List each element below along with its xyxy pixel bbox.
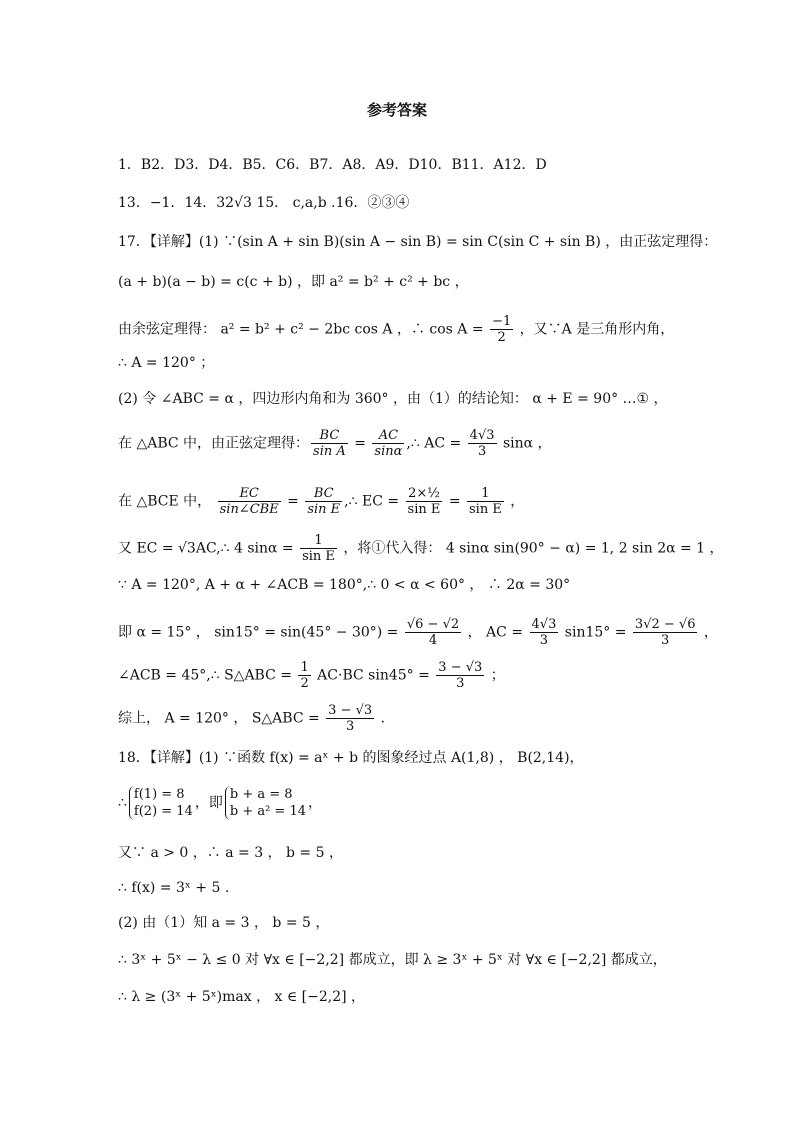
denominator: sinα (374, 444, 403, 459)
q17-part1-line1: 17．【详解】(1) ∵(sin A + sin B)(sin A − sin B) = sin C(sin C + sin B) ，由正弦定理得： (118, 234, 718, 250)
numerator: 1 (300, 533, 337, 549)
fraction (326, 703, 374, 734)
q17-part1-line2: (a + b)(a − b) = c(c + b) ，即 a² = b² + c² + bc ， (118, 274, 469, 290)
text: ，又∵A 是三角形内角， (515, 321, 675, 338)
fraction (633, 617, 698, 648)
equation: b + a = 8 (229, 787, 293, 802)
text: 又 EC = √3AC,∴ 4 sinα = (118, 540, 299, 557)
text: ,∴ AC = (406, 435, 466, 452)
q17-substitute (118, 533, 724, 564)
fraction (300, 533, 337, 564)
text: AC·BC sin45° = (312, 667, 435, 684)
text: ，即 (194, 795, 223, 811)
equation: b + a² = 14 (229, 804, 306, 819)
equals: = (444, 493, 466, 510)
denominator: 3 (346, 719, 355, 734)
text: ， (308, 795, 322, 811)
q17-range: ∵ A = 120°, A + α + ∠ACB = 180°,∴ 0 < α < 60° ， ∴ 2α = 30° (118, 577, 571, 593)
denominator: 3 (661, 633, 670, 648)
fraction (311, 428, 348, 459)
fraction (298, 660, 310, 691)
denominator: sin E (307, 502, 341, 517)
denominator: 3 (456, 676, 465, 691)
text: ， (699, 624, 718, 641)
fraction (406, 486, 443, 517)
numerator: 1 (300, 660, 309, 675)
q18-intro: 18．【详解】(1) ∵函数 f(x) = aˣ + b 的图象经过点 A(1,8) ， B(2,14)， (118, 750, 584, 766)
text: ， AC = (463, 624, 528, 641)
fraction (530, 617, 559, 648)
numerator: 3 − √3 (328, 703, 373, 718)
page-title: 参考答案 (366, 101, 427, 119)
text: 综上， A = 120° ， S△ABC = (118, 710, 325, 727)
answers-1-12: 1．B2．D3．D4．B5．C6．B7．A8．A9．D10．B11．A12．D (118, 157, 547, 173)
text: ,∴ EC = (344, 493, 404, 510)
q17-cosine-law (118, 314, 674, 345)
denominator: 4 (428, 633, 438, 648)
numerator: 3√2 − √6 (634, 617, 696, 632)
text: ， (505, 493, 525, 510)
fraction (490, 314, 513, 345)
q17-sine-law-bce (118, 486, 524, 517)
text: 由余弦定理得： a² = b² + c² − 2bc cos A ，∴ cos A = (118, 321, 489, 338)
text: sinα ， (498, 435, 552, 452)
text: 在 △BCE 中， (118, 493, 216, 510)
text: 即 α = 15° ， sin15° = sin(45° − 30°) = (118, 624, 403, 641)
text: sin15° = (560, 624, 631, 641)
text: ； (486, 667, 505, 684)
denominator: sin∠CBE (219, 502, 279, 517)
equation-system (129, 786, 193, 820)
fraction (467, 486, 504, 517)
text: . (376, 710, 386, 727)
denominator: sin E (407, 502, 441, 517)
q18-part2: (2) 由（1）知 a = 3 ， b = 5 ， (118, 915, 330, 931)
equation-system (225, 786, 306, 820)
text: ∴ (118, 795, 127, 811)
denominator: 3 (477, 444, 487, 459)
denominator: sin E (469, 502, 502, 517)
numerator: EC (218, 486, 281, 502)
numerator: 4√3 (469, 428, 495, 443)
text: ∠ACB = 45°,∴ S△ABC = (118, 667, 297, 684)
q17-sine-law-abc (118, 428, 552, 459)
fraction (305, 486, 342, 517)
q17-alpha-value (118, 617, 718, 648)
denominator: sin E (302, 549, 335, 564)
q17-summary (118, 703, 385, 734)
q18-system (118, 786, 322, 820)
q17-angle-a: ∴ A = 120° ； (118, 355, 215, 371)
fraction (436, 660, 484, 691)
q18-function: ∴ f(x) = 3ˣ + 5 . (118, 880, 230, 896)
equation: f(1) = 8 (133, 787, 185, 802)
numerator: BC (311, 428, 348, 444)
equation: f(2) = 14 (133, 804, 193, 819)
numerator: AC (372, 428, 404, 444)
numerator: 3 − √3 (438, 660, 483, 675)
q18-values: 又∵ a > 0 ，∴ a = 3 ， b = 5 ， (118, 845, 343, 861)
fraction (218, 486, 281, 517)
q17-part2-intro: (2) 令 ∠ABC = α ，四边形内角和为 360° ，由（1）的结论知： α + E = 90° …① ， (118, 391, 668, 407)
denominator: sin A (313, 444, 346, 459)
q17-area (118, 660, 505, 691)
numerator: BC (305, 486, 342, 502)
numerator: −1 (492, 314, 512, 329)
q18-max: ∴ λ ≥ (3ˣ + 5ˣ)max ， x ∈ [−2,2] ， (118, 989, 366, 1005)
fraction (372, 428, 404, 459)
numerator: √6 − √2 (406, 617, 460, 632)
numerator: 1 (467, 486, 504, 502)
fraction (468, 428, 497, 459)
equals: = (282, 493, 304, 510)
denominator: 2 (300, 676, 309, 691)
denominator: 3 (539, 633, 549, 648)
answers-13-16: 13．−1．14．32√3 15． c,a,b .16．②③④ (118, 195, 410, 211)
text: 在 △ABC 中，由正弦定理得： (118, 435, 310, 452)
equals: = (349, 435, 371, 452)
numerator: 2×½ (406, 486, 443, 502)
q18-inequality: ∴ 3ˣ + 5ˣ − λ ≤ 0 对 ∀x ∈ [−2,2] 都成立，即 λ ≥ 3ˣ + 5ˣ 对 ∀x ∈ [−2,2] 都成立， (118, 952, 667, 968)
text: ，将①代入得： 4 sinα sin(90° − α) = 1, 2 sin 2α = 1 ， (338, 540, 724, 557)
fraction (405, 617, 461, 648)
denominator: 2 (497, 330, 506, 345)
numerator: 4√3 (531, 617, 557, 632)
